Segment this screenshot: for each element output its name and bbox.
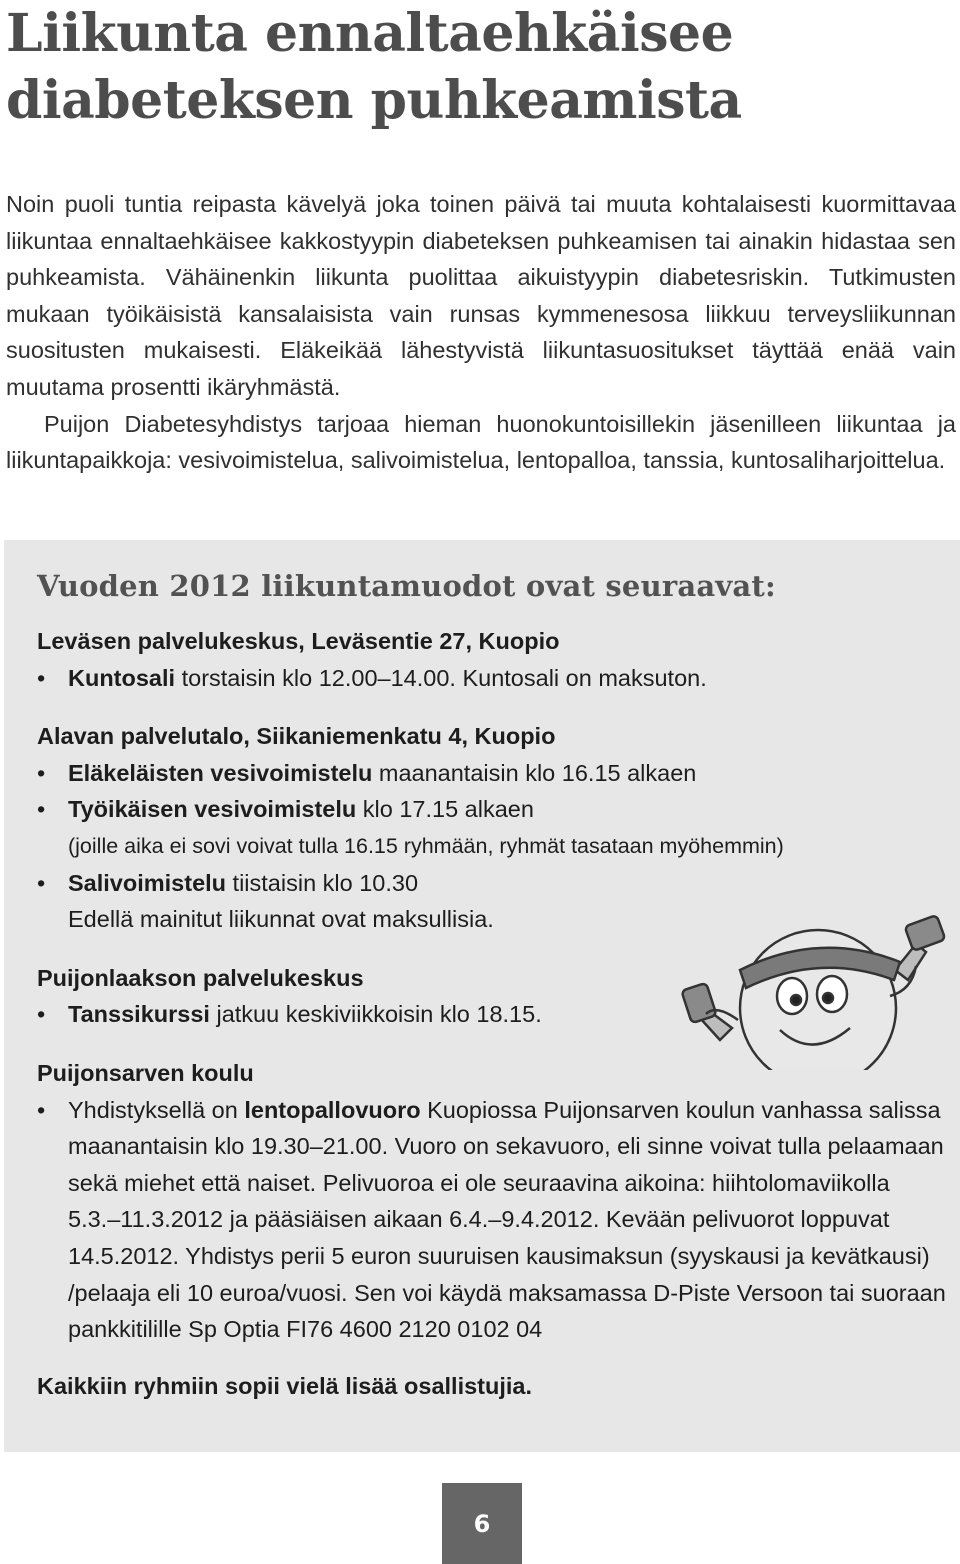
page-title — [6, 0, 946, 134]
bullet-icon: • — [37, 1096, 46, 1123]
activity-item — [37, 1092, 948, 1348]
activity-name: Työikäisen vesivoimistelu — [68, 796, 357, 823]
activity-item — [37, 755, 937, 792]
activity-detail: jatkuu keskiviikkoisin klo 18.15. — [209, 1001, 542, 1028]
title-line-1: Liikunta ennaltaehkäisee — [6, 3, 734, 64]
activity-name: Tanssikurssi — [68, 1001, 210, 1028]
title-line-2: diabeteksen puhkeamista — [6, 70, 742, 131]
venue-name: Puijonsarven koulu — [37, 1059, 254, 1086]
intro-text — [6, 186, 956, 479]
exercising-ball-mascot — [680, 900, 950, 1070]
closing-note: Kaikkiin ryhmiin sopii vielä lisää osallistujia. — [37, 1372, 533, 1399]
activity-detail: Kuopiossa Puijonsarven koulun vanhassa salissa maanantaisin klo 19.30–21.00. Vuoro on sekavuoro, eli sinne voivat tulla pelaamaan sekä miehet että naiset. Pelivuoroa ei ole seuraavina aikoina: hiihtolomaviikolla 5.3.–11.3.2012 ja pääsiäisen aikaan 6.4.–9.4.2012. Kevään pelivuorot loppuvat 14.5.2012. Yhdistys perii 5 euron suuruisen kausimaksun (syyskausi ja kevätkausi) /pelaaja eli 10 euroa/vuosi. Sen voi käydä maksamassa D-Piste Versoon tai suoraan pankkitilille Sp Optia FI76 4600 2120 0102 04 — [68, 1096, 946, 1343]
activity-name: lentopallovuoro — [244, 1096, 421, 1123]
activity-note: Edellä mainitut liikunnat ovat maksullisia. — [68, 906, 494, 933]
bullet-icon: • — [37, 759, 46, 786]
bullet-icon: • — [37, 1001, 46, 1028]
venue-name: Leväsen palvelukeskus, Leväsentie 27, Kuopio — [37, 628, 560, 654]
activity-list — [37, 1092, 946, 1348]
activity-name: Eläkeläisten vesivoimistelu — [68, 759, 373, 786]
activity-note: (joille aika ei sovi voivat tulla 16.15 ryhmään, ryhmät tasataan myöhemmin) — [68, 833, 784, 858]
activity-item — [37, 791, 937, 864]
schedule-heading: Vuoden 2012 liikuntamuodot ovat seuraavat: — [37, 569, 776, 603]
venue-name: Puijonlaakson palvelukeskus — [37, 964, 364, 991]
bullet-icon: • — [37, 869, 46, 896]
activity-list — [37, 660, 937, 697]
bullet-icon: • — [37, 796, 46, 823]
activity-prefix: Yhdistyksellä on — [68, 1096, 245, 1123]
venue-puijonsarvi — [37, 1055, 946, 1348]
page-number: 6 — [442, 1483, 522, 1564]
activity-detail: klo 17.15 alkaen — [356, 796, 534, 823]
intro-paragraph-1: Noin puoli tuntia reipasta kävelyä joka toinen päivä tai muuta kohtalaisesti kuormittavaa liikuntaa ennaltaehkäisee kakkostyypin diabeteksen puhkeamisen tai ainakin hidastaa sen puhkeamista. Vähäinenkin liikunta puolittaa aikuistyypin diabetesriskin. Tutkimusten mukaan työikäisistä kansalaisista vain runsas kymmenesosa liikkuu terveysliikunnan suositusten mukaisesti. Eläkeikää lähestyvistä liikuntasuositukset täyttää enää vain muutama prosentti ikäryhmästä. — [6, 191, 956, 400]
intro-paragraph-2: Puijon Diabetesyhdistys tarjoaa hieman huonokuntoisillekin jäsenilleen liikuntaa ja liikuntapaikkoja: vesivoimistelua, salivoimistelua, lentopalloa, tanssia, kuntosaliharjoittelua. — [6, 410, 956, 474]
activity-detail: maanantaisin klo 16.15 alkaen — [372, 759, 697, 786]
activity-detail: tiistaisin klo 10.30 — [226, 869, 419, 896]
bullet-icon: • — [37, 664, 46, 691]
venue-name: Alavan palvelutalo, Siikaniemenkatu 4, Kuopio — [37, 723, 556, 750]
venue-levanen — [37, 623, 937, 696]
mascot-icon — [681, 915, 945, 1070]
activity-detail: torstaisin klo 12.00–14.00. Kuntosali on maksuton. — [175, 664, 707, 691]
activity-item — [37, 660, 937, 697]
activity-name: Salivoimistelu — [68, 869, 227, 896]
activity-name: Kuntosali — [68, 664, 176, 691]
